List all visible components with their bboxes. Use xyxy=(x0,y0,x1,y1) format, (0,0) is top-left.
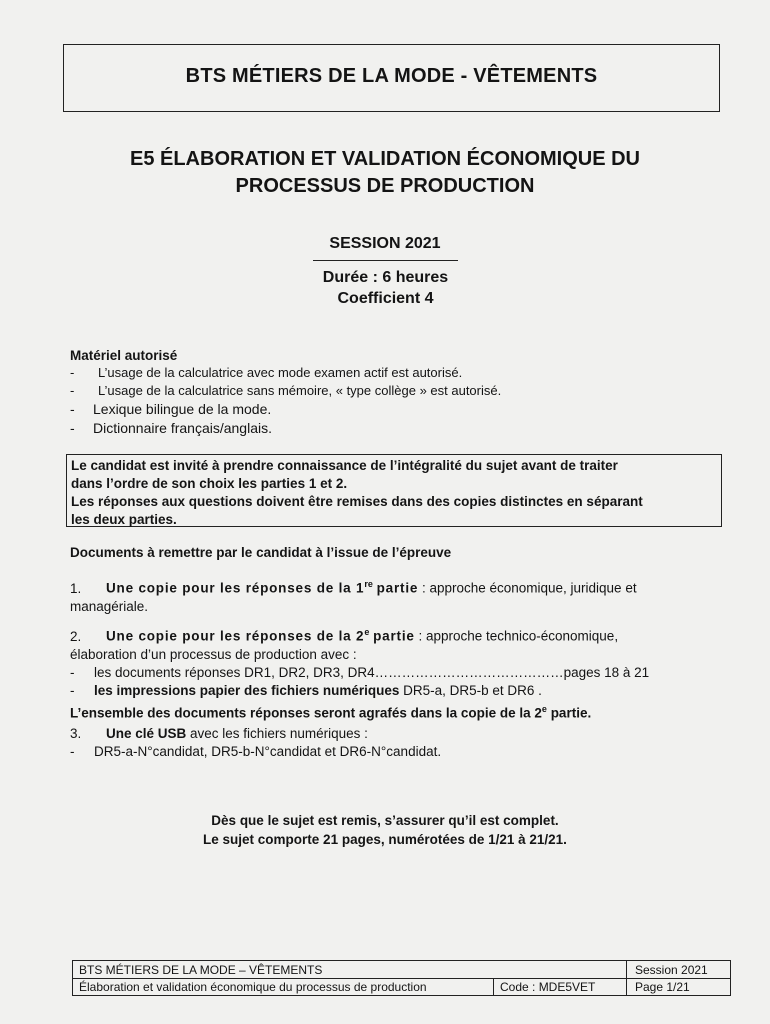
footer-code: Code : MDE5VET xyxy=(500,980,596,994)
materiel-item: - L’usage de la calculatrice avec mode examen actif est autorisé. xyxy=(70,365,463,380)
materiel-item: - Lexique bilingue de la mode. xyxy=(70,401,272,417)
materiel-heading: Matériel autorisé xyxy=(70,348,178,363)
duration-block xyxy=(313,260,458,309)
footer-table xyxy=(72,960,731,996)
document-item-1: 1. Une copie pour les réponses de la 1re partie : approche économique, juridique et managériale. xyxy=(70,579,637,614)
subject-title-line1: E5 ÉLABORATION ET VALIDATION ÉCONOMIQUE DU xyxy=(129,148,640,170)
document-item-3: 3. Une clé USB avec les fichiers numériques : - DR5-a-N°candidat, DR5-b-N°candidat et DR6-N°candidat. xyxy=(70,726,442,759)
header-box xyxy=(63,44,720,112)
documents-heading: Documents à remettre par le candidat à l’issue de l’épreuve xyxy=(70,545,452,560)
coefficient: Coefficient 4 xyxy=(337,290,434,307)
footer-subtitle: Élaboration et validation économique du processus de production xyxy=(79,980,427,994)
footer-title: BTS MÉTIERS DE LA MODE – VÊTEMENTS xyxy=(79,963,323,977)
exam-title: BTS MÉTIERS DE LA MODE - VÊTEMENTS xyxy=(185,65,598,87)
duration: Durée : 6 heures xyxy=(322,269,449,286)
materiel-item: - L’usage de la calculatrice sans mémoire, « type collège » est autorisé. xyxy=(70,383,502,398)
materiel-item: - Dictionnaire français/anglais. xyxy=(70,420,272,436)
footer-session: Session 2021 xyxy=(635,963,708,977)
session-label: SESSION 2021 xyxy=(329,235,441,252)
closing-line2: Le sujet comporte 21 pages, numérotées de 1/21 à 21/21. xyxy=(203,832,567,847)
document-item-2: 2. Une copie pour les réponses de la 2e partie : approche technico-économique, élaboration d’un processus de production avec : - les documents réponses DR1, DR2, DR3, DR4……………………………………pages 18 à 21 - les impressions papier des fichiers numériques DR5-a, DR5-b et DR6 . L’ensemble des documents réponses seront agrafés dans la copie de la 2e partie. xyxy=(70,627,650,720)
footer-page: Page 1/21 xyxy=(635,980,690,994)
candidate-notice-box: Le candidat est invité à prendre connaissance de l’intégralité du sujet avant de traiter dans l’ordre de son choix les parties 1 et 2. Les réponses aux questions doivent être remises dans des copies distinctes en séparant les deux parties. xyxy=(66,454,722,527)
closing-line1: Dès que le sujet est remis, s’assurer qu’il est complet. xyxy=(211,813,559,828)
subject-title-line2: PROCESSUS DE PRODUCTION xyxy=(235,175,535,197)
